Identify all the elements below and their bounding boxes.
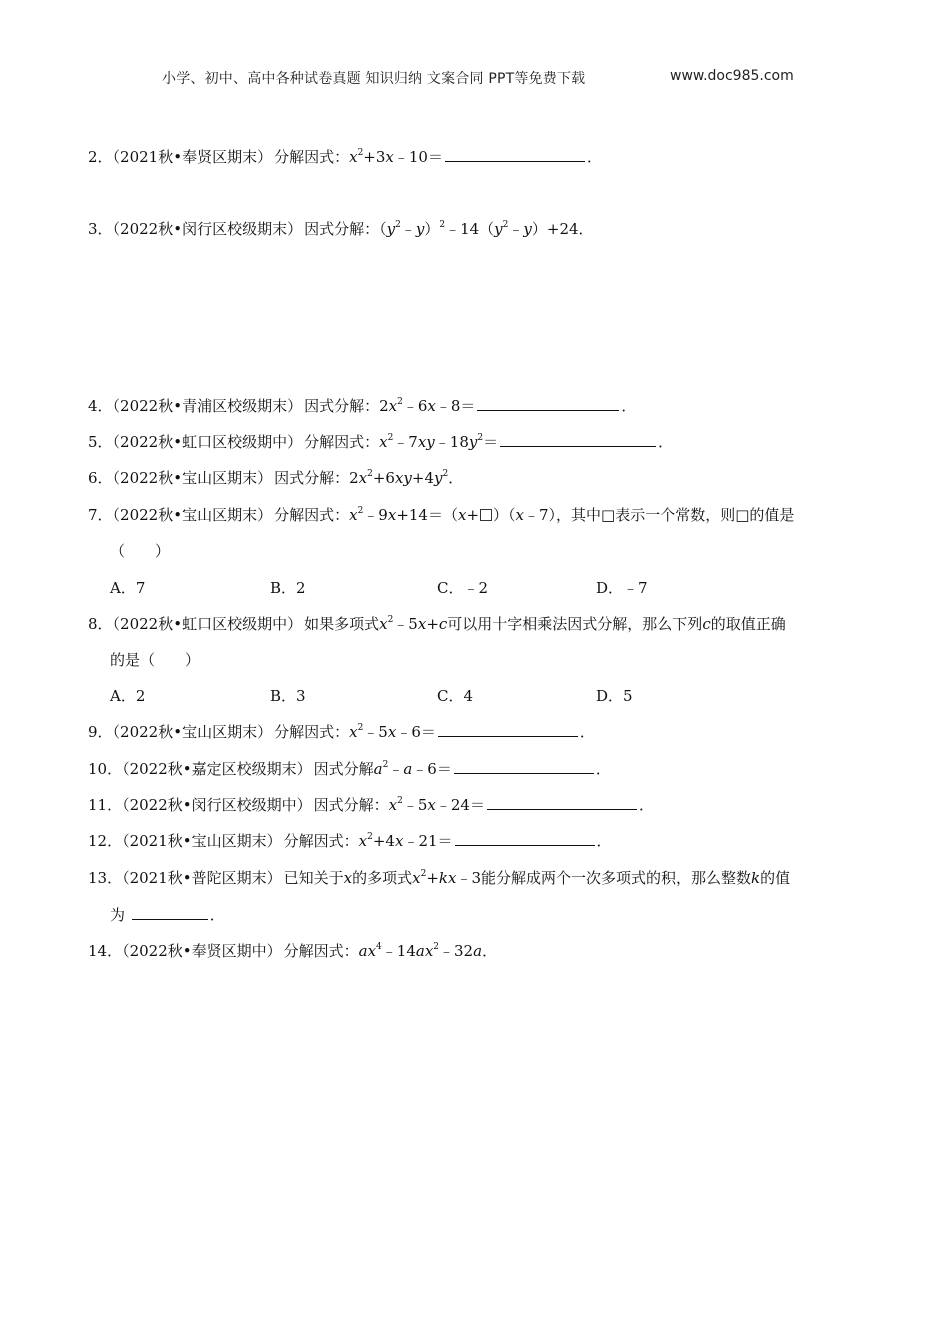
question-number: 9．	[88, 723, 113, 741]
question-text: 因式分解：	[313, 796, 389, 814]
answer-blank[interactable]	[445, 147, 585, 162]
math-expression: $(y^2﹣y)^2﹣14(y^2﹣y)+24$	[379, 220, 579, 238]
question-5: 5．（2022秋•虹口区校级期中） 分解因式：$x^2﹣7xy﹣18y^2=$ ．	[88, 433, 674, 451]
question-source: （2022秋•闵行区校级期中）	[122, 796, 312, 814]
math-expression: $x^2+3x﹣10=$	[349, 148, 443, 166]
answer-blank[interactable]	[455, 831, 595, 846]
choice-b[interactable]: B．2	[270, 579, 306, 597]
question-number: 13．	[88, 869, 123, 887]
question-number: 11．	[88, 796, 123, 814]
math-expression: $x^2+kx﹣3$	[412, 869, 482, 887]
question-text: 因式分解：	[274, 469, 350, 487]
question-text: 分解因式：	[274, 506, 350, 524]
choice-b[interactable]: B．3	[270, 687, 306, 705]
answer-blank[interactable]	[438, 722, 578, 737]
question-8-cont: 的是（ ）	[110, 651, 201, 669]
question-11: 11．（2022秋•闵行区校级期中） 因式分解：$x^2﹣5x﹣24=$ ．	[88, 796, 654, 814]
question-text-tail: ，其中□表示一个常数，则□的值是	[556, 506, 795, 524]
question-source: （2022秋•宝山区期末）	[112, 506, 273, 524]
question-source: （2022秋•奉贤区期中）	[122, 942, 282, 960]
question-4: 4．（2022秋•青浦区校级期末） 因式分解：$2x^2﹣6x﹣8=$ ．	[88, 397, 637, 415]
question-text: 因式分解：	[304, 397, 380, 415]
question-text: 因式分解：	[304, 220, 380, 238]
question-13: 13．（2021秋•普陀区期末） 已知关于x的多项式$x^2+kx﹣3$能分解成两个一次多项式的积，那么整数k的值	[88, 869, 791, 887]
question-13-cont: 为 ．	[110, 906, 225, 924]
question-9: 9．（2022秋•宝山区期末） 分解因式：$x^2﹣5x﹣6=$ ．	[88, 723, 595, 741]
answer-blank[interactable]	[132, 905, 208, 920]
math-expression: $x^2﹣9x+14=(x+$ ）（x﹣7）	[349, 506, 557, 524]
question-text: 已知关于	[283, 869, 344, 887]
header-website: www.doc985.com	[670, 68, 794, 84]
choice-c[interactable]: C．﹣2	[437, 579, 489, 597]
choice-d[interactable]: D．5	[596, 687, 633, 705]
math-expression: $x^2﹣5x﹣6=$	[349, 723, 436, 741]
choice-a[interactable]: A．2	[110, 687, 146, 705]
question-source: （2022秋•嘉定区校级期末）	[122, 760, 312, 778]
math-expression: $x^2+4x﹣21=$	[358, 832, 453, 850]
answer-blank[interactable]	[477, 396, 619, 411]
question-number: 6．	[88, 469, 113, 487]
question-7	[88, 505, 794, 525]
math-expression: $x^2﹣5x+c$	[379, 615, 448, 633]
choice-d[interactable]: D．﹣7	[596, 579, 648, 597]
question-text: 如果多项式	[304, 615, 380, 633]
question-number: 14．	[88, 942, 123, 960]
question-text: 因式分解	[313, 760, 374, 778]
question-number: 5．	[88, 433, 113, 451]
question-number: 4．	[88, 397, 113, 415]
question-number: 10．	[88, 760, 123, 778]
variable-c: c	[702, 615, 711, 633]
header-banner-text: 小学、初中、高中各种试卷真题 知识归纳 文案合同 PPT等免费下载	[162, 71, 586, 87]
question-10: 10．（2022秋•嘉定区校级期末） 因式分解$a^2﹣a﹣6=$ ．	[88, 760, 611, 778]
question-source: （2022秋•宝山区期末）	[112, 469, 273, 487]
question-text: 分解因式：	[274, 148, 350, 166]
math-expression: $2x^2﹣6x﹣8=$	[379, 397, 476, 415]
question-text: 分解因式：	[304, 433, 380, 451]
question-text: 分解因式：	[283, 832, 359, 850]
answer-blank[interactable]	[500, 432, 656, 447]
question-number: 12．	[88, 832, 123, 850]
answer-blank[interactable]	[454, 759, 594, 774]
question-number: 3．	[88, 220, 113, 238]
question-12: 12．（2021秋•宝山区期末） 分解因式：$x^2+4x﹣21=$ ．	[88, 832, 612, 850]
question-7-paren: （ ）	[110, 542, 171, 560]
math-expression: $x^2﹣7xy﹣18y^2=$	[379, 433, 499, 451]
answer-blank[interactable]	[487, 795, 637, 810]
question-number: 8．	[88, 615, 113, 633]
question-text: 分解因式：	[283, 942, 359, 960]
variable-k: k	[751, 869, 761, 887]
choice-a[interactable]: A．7	[110, 579, 146, 597]
question-source: （2022秋•虹口区校级期中）	[112, 615, 303, 633]
question-source: （2021秋•奉贤区期末）	[112, 148, 273, 166]
question-number: 7．	[88, 506, 113, 524]
math-expression: $2x^2+6xy+4y^2$	[349, 469, 449, 487]
variable-x: x	[343, 869, 353, 887]
question-source: （2022秋•虹口区校级期中）	[112, 433, 303, 451]
question-source: （2022秋•宝山区期末）	[112, 723, 273, 741]
question-source: （2021秋•普陀区期末）	[122, 869, 282, 887]
question-6: 6．（2022秋•宝山区期末） 因式分解：$2x^2+6xy+4y^2$．	[88, 469, 464, 487]
question-text: 分解因式：	[274, 723, 350, 741]
question-2: 2．（2021秋•奉贤区期末） 分解因式：$x^2+3x﹣10=$ ．	[88, 148, 602, 166]
question-number: 2．	[88, 148, 113, 166]
math-expression: $x^2﹣5x﹣24=$	[388, 796, 485, 814]
math-expression: $ax^4﹣14ax^2﹣32a$	[358, 942, 483, 960]
question-8: 8．（2022秋•虹口区校级期中） 如果多项式$x^2﹣5x+c$可以用十字相乘法因式分解，那么下列c的取值正确	[88, 615, 786, 633]
question-3: 3．（2022秋•闵行区校级期末） 因式分解：$(y^2﹣y)^2﹣14(y^2﹣y)+24$．	[88, 220, 594, 238]
choice-c[interactable]: C．4	[437, 687, 474, 705]
placeholder-box-icon	[480, 509, 492, 521]
question-source: （2022秋•闵行区校级期末）	[112, 220, 303, 238]
question-14: 14．（2022秋•奉贤区期中） 分解因式：$ax^4﹣14ax^2﹣32a$．	[88, 942, 498, 960]
question-source: （2021秋•宝山区期末）	[122, 832, 282, 850]
math-expression: $a^2﹣a﹣6=$	[373, 760, 452, 778]
question-source: （2022秋•青浦区校级期末）	[112, 397, 303, 415]
